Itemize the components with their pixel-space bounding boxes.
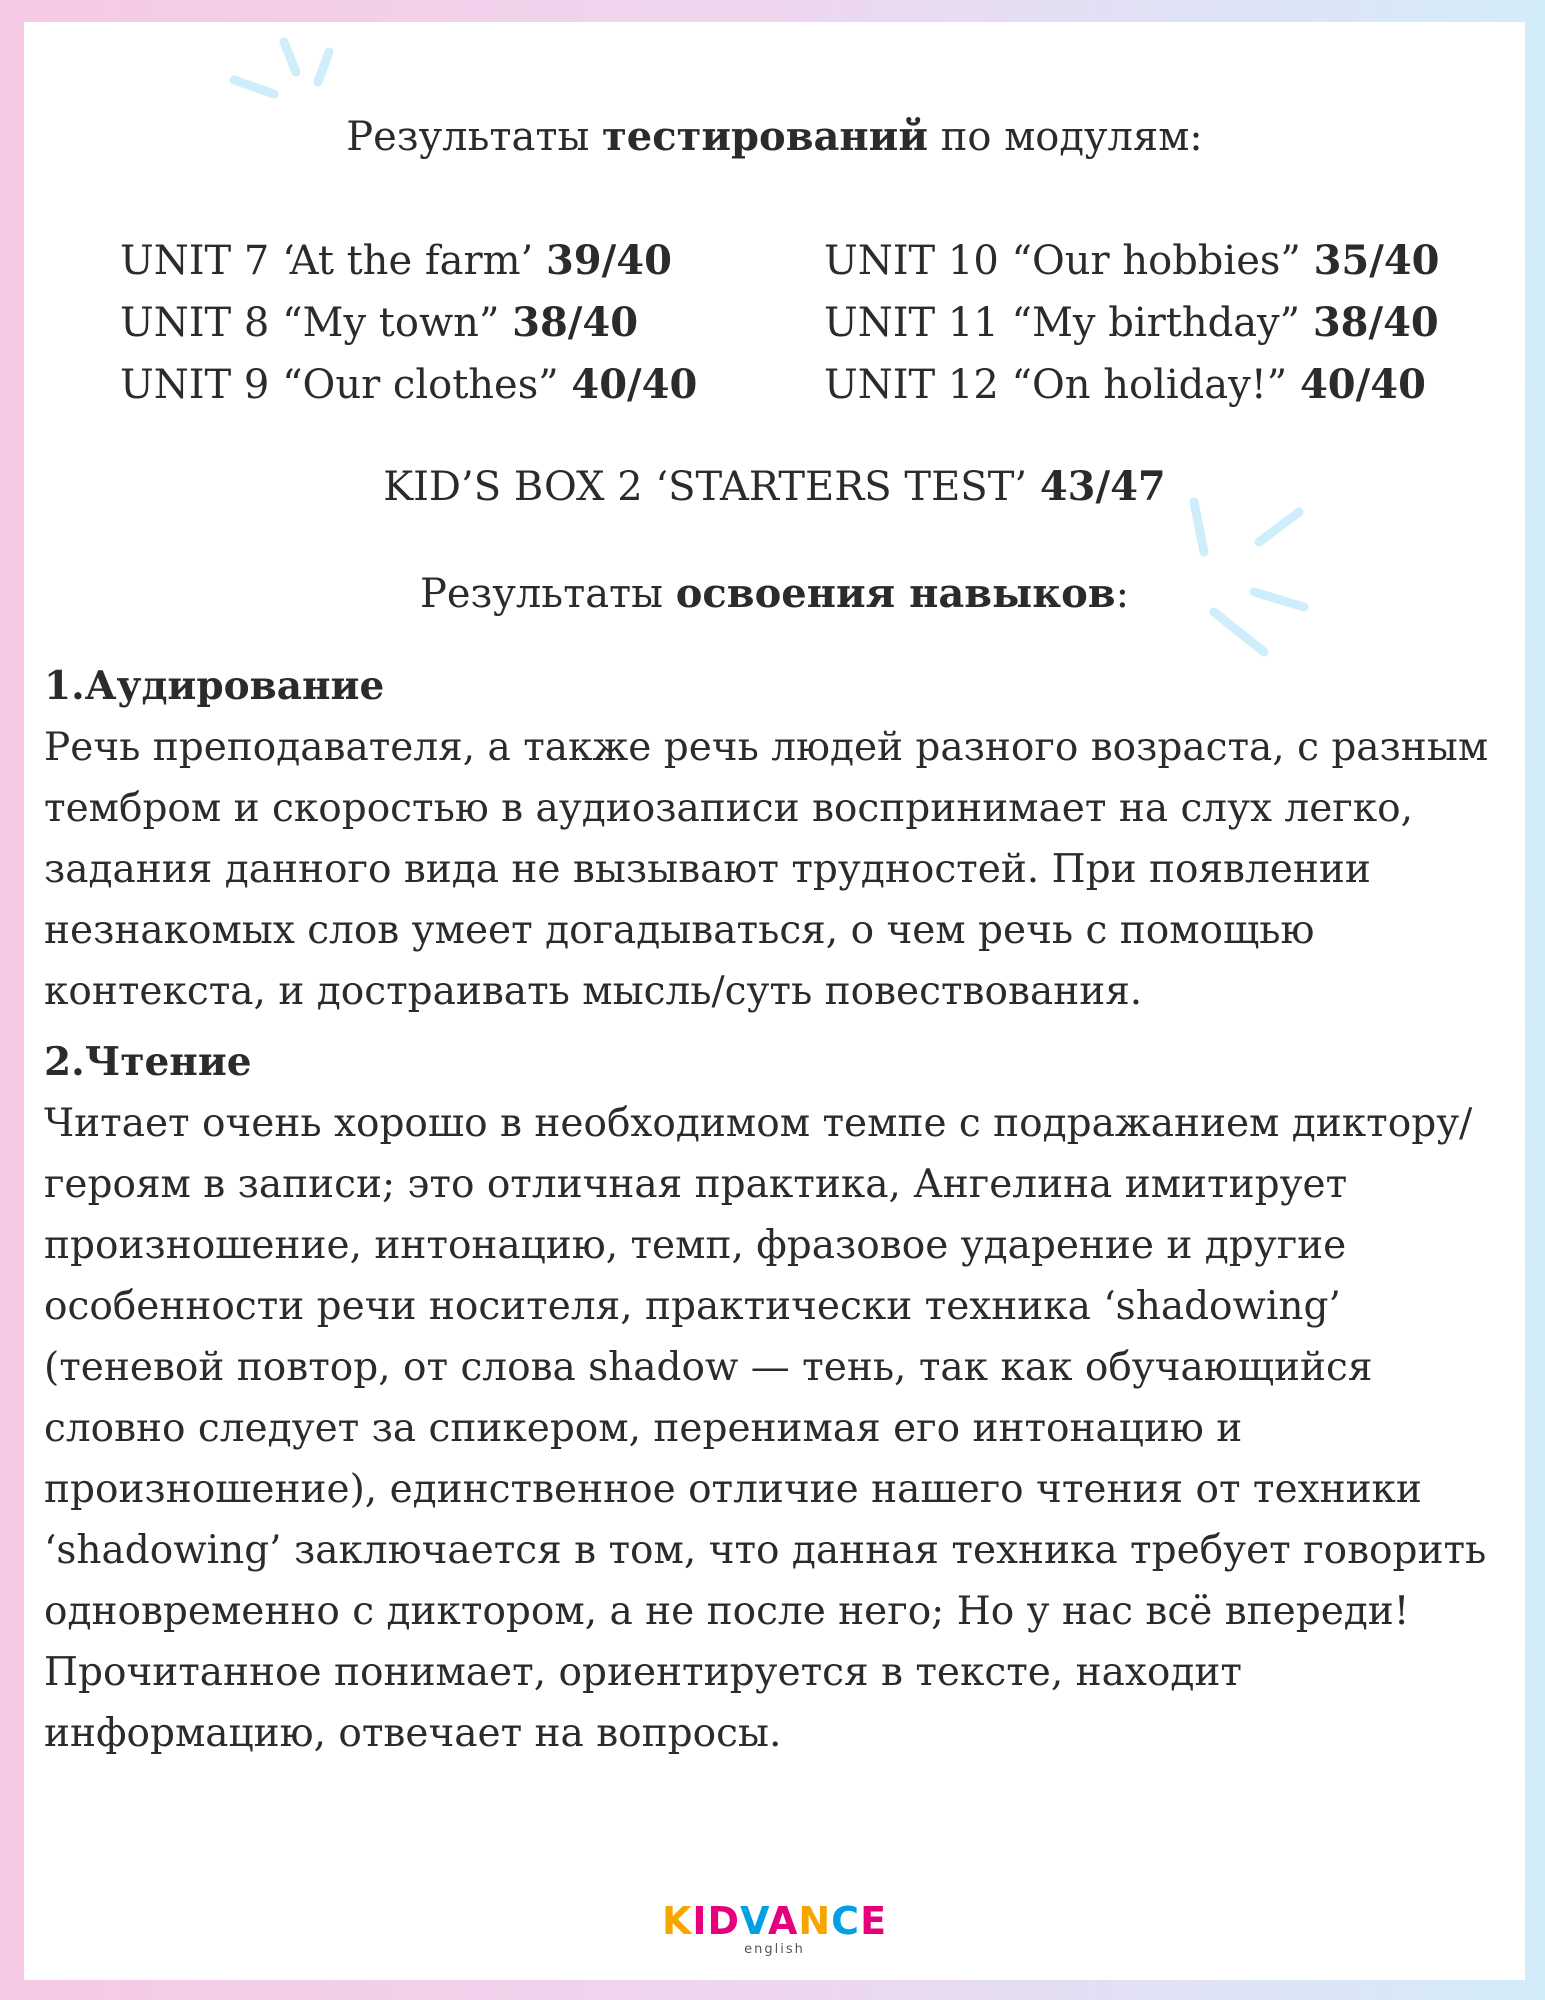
kidvance-logo [24, 1899, 1525, 1957]
logo-subtitle: english [744, 1942, 805, 1957]
logo-letter: A [767, 1899, 799, 1943]
logo-letter: D [707, 1899, 741, 1943]
units-right-column [824, 230, 1440, 416]
reading-title: 2.Чтение [44, 1039, 252, 1085]
unit-result-row: UNIT 10 “Our hobbies” 35/40 [824, 237, 1440, 284]
unit-result-row: UNIT 9 “Our clothes” 40/40 [120, 361, 698, 408]
unit-result-row: UNIT 12 “On holiday!” 40/40 [824, 361, 1426, 408]
listening-title: 1.Аудирование [44, 663, 385, 709]
unit-result-row: UNIT 11 “My birthday” 38/40 [824, 299, 1439, 346]
tests-heading: Результаты тестирований по модулям: [346, 113, 1203, 160]
final-test-result: KID’S BOX 2 ‘STARTERS TEST’ 43/47 [383, 463, 1166, 510]
listening-section [44, 656, 1504, 1022]
report-card [24, 22, 1525, 1980]
logo-letter: C [831, 1899, 861, 1943]
logo-wordmark [24, 1899, 1525, 1943]
reading-section [44, 1032, 1504, 1764]
units-left-column [120, 230, 697, 416]
reading-text: Читает очень хорошо в необходимом темпе с подражанием диктору/героям в записи; это отличная практика, Ангелина имитирует произношение, интонацию, темп, фразовое ударение и другие особенности речи носителя, практически техника ‘shadowing’ (теневой повтор, от слова shadow — тень, так как обучающийся словно следует за спикером, перенимая его интонацию и произношение), единственное отличие нашего чтения от техники ‘shadowing’ заключается в том, что данная техника требует говорить одновременно с диктором, а не после него; Но у нас всё впереди! [44, 1101, 1487, 1634]
logo-letter: I [692, 1899, 708, 1943]
reading-text-2: Прочитанное понимает, ориентируется в тексте, находит информацию, отвечает на вопросы. [44, 1650, 1242, 1756]
unit-result-row: UNIT 7 ‘At the farm’ 39/40 [120, 237, 672, 284]
logo-letter: E [860, 1899, 888, 1943]
skills-heading: Результаты освоения навыков: [419, 570, 1130, 617]
logo-letter: K [661, 1899, 693, 1943]
unit-result-row: UNIT 8 “My town” 38/40 [120, 299, 639, 346]
sparkle-decoration-top [214, 32, 344, 122]
logo-letter: V [740, 1899, 768, 1943]
logo-letter: N [798, 1899, 832, 1943]
listening-text: Речь преподавателя, а также речь людей разного возраста, с разным тембром и скоростью в аудиозаписи воспринимает на слух легко, задания данного вида не вызывают трудностей. При появлении незнакомых слов умеет догадываться, о чем речь с помощью контекста, и достраивать мысль/суть повествования. [44, 725, 1489, 1014]
